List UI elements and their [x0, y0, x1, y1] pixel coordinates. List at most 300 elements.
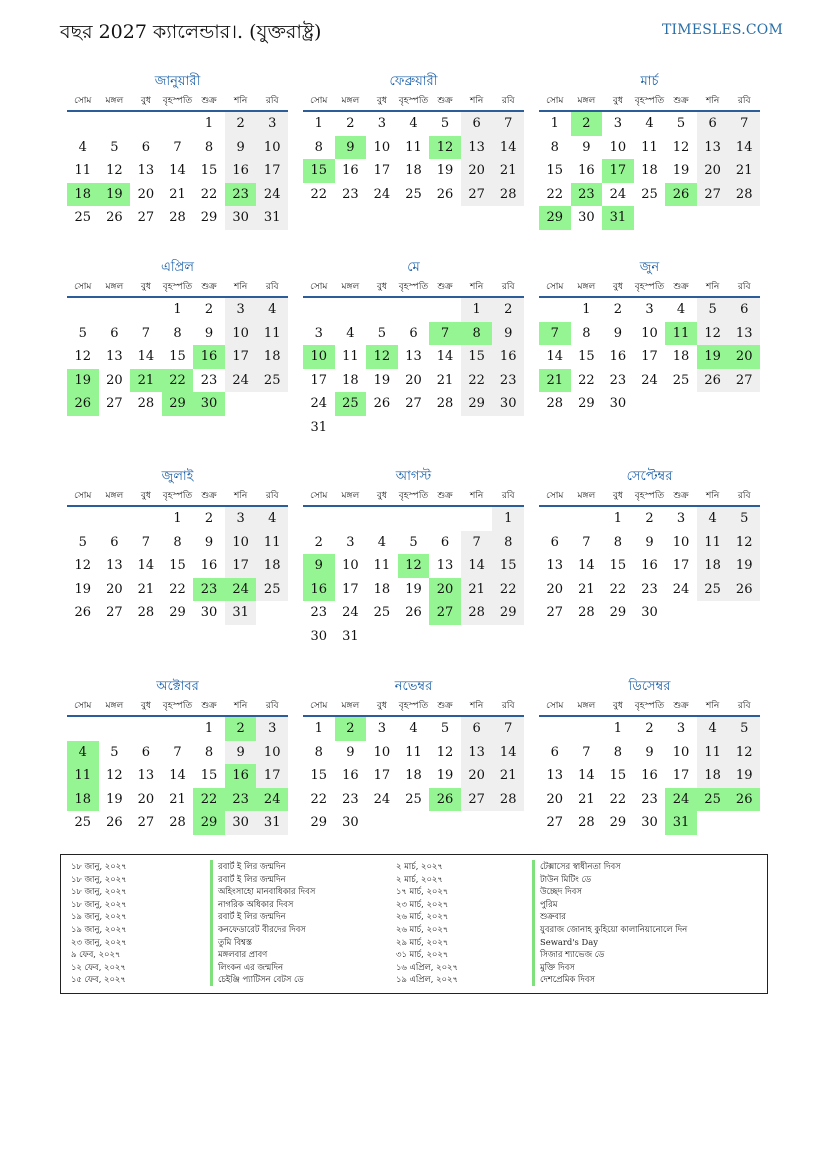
calendar-day[interactable]: 12 [728, 741, 760, 765]
calendar-day[interactable]: 21 [492, 764, 524, 788]
calendar-day[interactable]: 31 [256, 206, 288, 230]
calendar-day[interactable]: 7 [492, 717, 524, 741]
calendar-day[interactable]: 22 [578, 372, 595, 388]
calendar-day[interactable]: 12 [728, 531, 760, 555]
calendar-day[interactable]: 5 [409, 534, 418, 550]
calendar-day[interactable]: 2 [645, 511, 654, 526]
calendar-day[interactable]: 12 [106, 768, 123, 783]
calendar-day[interactable]: 13 [436, 558, 454, 573]
calendar-day[interactable]: 13 [106, 349, 123, 364]
calendar-day[interactable]: 2 [314, 534, 323, 550]
calendar-day[interactable]: 29 [492, 601, 524, 625]
calendar-day[interactable]: 17 [256, 159, 288, 183]
calendar-day[interactable]: 1 [204, 116, 214, 131]
calendar-day[interactable]: 26 [373, 396, 391, 411]
holiday-day[interactable]: 10 [303, 345, 335, 369]
calendar-day[interactable]: 19 [672, 163, 690, 178]
holiday-day[interactable]: 24 [665, 788, 697, 812]
holiday-day[interactable]: 30 [193, 392, 225, 416]
calendar-day[interactable]: 23 [342, 186, 359, 202]
calendar-day[interactable]: 6 [141, 744, 151, 760]
calendar-day[interactable]: 7 [582, 744, 591, 760]
holiday-day[interactable]: 15 [303, 159, 335, 183]
calendar-day[interactable]: 15 [461, 345, 493, 369]
calendar-day[interactable]: 16 [609, 349, 627, 364]
calendar-day[interactable]: 11 [697, 741, 729, 765]
calendar-day[interactable]: 20 [546, 581, 564, 597]
calendar-day[interactable]: 13 [106, 558, 123, 573]
calendar-day[interactable]: 15 [200, 768, 218, 783]
site-link[interactable]: TIMESLES.COM [662, 22, 783, 38]
calendar-day[interactable]: 22 [200, 186, 218, 202]
calendar-day[interactable]: 18 [405, 163, 422, 178]
calendar-day[interactable]: 30 [342, 815, 359, 830]
holiday-day[interactable]: 2 [571, 112, 603, 136]
holiday-day[interactable]: 23 [225, 788, 257, 812]
calendar-day[interactable]: 12 [697, 322, 729, 346]
holiday-day[interactable]: 29 [162, 392, 194, 416]
calendar-day[interactable]: 6 [409, 325, 418, 341]
calendar-day[interactable]: 27 [137, 210, 155, 225]
calendar-day[interactable]: 10 [342, 558, 359, 573]
calendar-day[interactable]: 4 [676, 302, 686, 317]
calendar-day[interactable]: 23 [641, 581, 658, 597]
calendar-day[interactable]: 7 [492, 112, 524, 136]
calendar-day[interactable]: 4 [78, 139, 87, 155]
calendar-day[interactable]: 18 [641, 163, 658, 178]
calendar-day[interactable]: 20 [137, 186, 155, 202]
calendar-day[interactable]: 17 [310, 372, 328, 388]
calendar-day[interactable]: 3 [225, 507, 257, 531]
holiday-day[interactable]: 12 [366, 345, 398, 369]
holiday-day[interactable]: 2 [225, 717, 257, 741]
calendar-day[interactable]: 5 [440, 721, 450, 736]
calendar-day[interactable]: 29 [461, 392, 493, 416]
calendar-day[interactable]: 22 [609, 581, 627, 597]
calendar-day[interactable]: 25 [373, 605, 391, 620]
calendar-day[interactable]: 19 [436, 768, 454, 783]
calendar-day[interactable]: 31 [225, 601, 257, 625]
calendar-day[interactable]: 6 [550, 744, 559, 760]
calendar-day[interactable]: 22 [310, 186, 328, 202]
calendar-day[interactable]: 20 [106, 581, 123, 597]
calendar-day[interactable]: 19 [405, 581, 422, 597]
calendar-day[interactable]: 18 [405, 768, 422, 783]
calendar-day[interactable]: 20 [106, 372, 123, 388]
calendar-day[interactable]: 18 [373, 581, 391, 597]
calendar-day[interactable]: 8 [550, 139, 559, 155]
calendar-day[interactable]: 28 [578, 605, 595, 620]
calendar-day[interactable]: 1 [550, 116, 559, 131]
calendar-day[interactable]: 8 [314, 139, 323, 155]
holiday-day[interactable]: 29 [539, 206, 571, 230]
calendar-day[interactable]: 19 [728, 554, 760, 578]
calendar-day[interactable]: 23 [641, 791, 658, 807]
calendar-day[interactable]: 20 [697, 159, 729, 183]
calendar-day[interactable]: 22 [169, 581, 186, 597]
holiday-day[interactable]: 7 [429, 322, 461, 346]
calendar-day[interactable]: 24 [672, 581, 690, 597]
calendar-day[interactable]: 3 [377, 116, 387, 131]
holiday-day[interactable]: 9 [303, 554, 335, 578]
calendar-day[interactable]: 10 [225, 531, 257, 555]
holiday-day[interactable]: 21 [539, 369, 571, 393]
calendar-day[interactable]: 16 [200, 558, 218, 573]
calendar-day[interactable]: 8 [204, 139, 214, 155]
calendar-day[interactable]: 10 [641, 325, 658, 341]
calendar-day[interactable]: 9 [346, 744, 355, 760]
calendar-day[interactable]: 27 [461, 183, 493, 207]
holiday-day[interactable]: 7 [539, 322, 571, 346]
calendar-day[interactable]: 14 [137, 349, 155, 364]
calendar-day[interactable]: 8 [173, 325, 182, 341]
calendar-day[interactable]: 11 [256, 531, 288, 555]
calendar-day[interactable]: 4 [645, 116, 654, 131]
holiday-day[interactable]: 19 [67, 369, 99, 393]
calendar-day[interactable]: 16 [342, 163, 359, 178]
calendar-day[interactable]: 14 [436, 349, 454, 364]
calendar-day[interactable]: 28 [728, 183, 760, 207]
calendar-day[interactable]: 21 [169, 186, 186, 202]
calendar-day[interactable]: 22 [310, 791, 328, 807]
calendar-day[interactable]: 19 [106, 791, 123, 807]
holiday-day[interactable]: 26 [728, 788, 760, 812]
calendar-day[interactable]: 25 [74, 815, 92, 830]
calendar-day[interactable]: 25 [256, 369, 288, 393]
calendar-day[interactable]: 16 [641, 558, 658, 573]
holiday-day[interactable]: 22 [162, 369, 194, 393]
calendar-day[interactable]: 15 [546, 163, 564, 178]
calendar-day[interactable]: 8 [613, 534, 623, 550]
calendar-day[interactable]: 27 [461, 788, 493, 812]
calendar-day[interactable]: 9 [204, 534, 214, 550]
calendar-day[interactable]: 4 [409, 116, 418, 131]
calendar-day[interactable]: 21 [436, 372, 454, 388]
holiday-day[interactable]: 17 [602, 159, 634, 183]
calendar-day[interactable]: 19 [74, 581, 92, 597]
calendar-day[interactable]: 4 [256, 298, 288, 322]
calendar-day[interactable]: 7 [582, 534, 591, 550]
calendar-day[interactable]: 14 [169, 163, 186, 178]
calendar-day[interactable]: 23 [492, 369, 524, 393]
calendar-day[interactable]: 12 [436, 744, 454, 760]
calendar-day[interactable]: 1 [173, 302, 182, 317]
calendar-day[interactable]: 24 [609, 186, 627, 202]
calendar-day[interactable]: 31 [342, 628, 359, 644]
calendar-day[interactable]: 26 [436, 186, 454, 202]
holiday-day[interactable]: 24 [256, 788, 288, 812]
calendar-day[interactable]: 17 [373, 163, 391, 178]
calendar-day[interactable]: 1 [461, 298, 493, 322]
calendar-day[interactable]: 28 [169, 815, 186, 830]
calendar-day[interactable]: 15 [609, 558, 627, 573]
calendar-day[interactable]: 9 [645, 534, 654, 550]
calendar-day[interactable]: 25 [256, 578, 288, 602]
calendar-day[interactable]: 30 [641, 605, 658, 620]
calendar-day[interactable]: 19 [436, 163, 454, 178]
calendar-day[interactable]: 2 [613, 302, 623, 317]
calendar-day[interactable]: 8 [204, 744, 214, 760]
calendar-day[interactable]: 28 [436, 396, 454, 411]
holiday-day[interactable]: 31 [665, 811, 697, 835]
calendar-day[interactable]: 2 [346, 116, 355, 131]
calendar-day[interactable]: 5 [110, 139, 119, 155]
calendar-day[interactable]: 7 [728, 112, 760, 136]
calendar-day[interactable]: 11 [641, 139, 658, 155]
calendar-day[interactable]: 6 [728, 298, 760, 322]
calendar-day[interactable]: 10 [256, 741, 288, 765]
calendar-day[interactable]: 14 [492, 741, 524, 765]
calendar-day[interactable]: 27 [546, 605, 564, 620]
calendar-day[interactable]: 14 [578, 558, 595, 573]
calendar-day[interactable]: 3 [314, 325, 323, 341]
calendar-day[interactable]: 9 [613, 325, 623, 341]
calendar-day[interactable]: 21 [492, 159, 524, 183]
calendar-day[interactable]: 25 [74, 210, 92, 225]
calendar-day[interactable]: 3 [676, 511, 686, 526]
calendar-day[interactable]: 30 [225, 206, 257, 230]
calendar-day[interactable]: 11 [74, 163, 92, 178]
calendar-day[interactable]: 13 [546, 558, 564, 573]
calendar-day[interactable]: 17 [256, 764, 288, 788]
calendar-day[interactable]: 26 [697, 369, 729, 393]
calendar-day[interactable]: 14 [492, 136, 524, 160]
calendar-day[interactable]: 4 [697, 507, 729, 531]
calendar-day[interactable]: 15 [492, 554, 524, 578]
calendar-day[interactable]: 24 [641, 372, 658, 388]
calendar-day[interactable]: 21 [169, 791, 186, 807]
holiday-day[interactable]: 22 [193, 788, 225, 812]
holiday-day[interactable]: 19 [99, 183, 131, 207]
calendar-day[interactable]: 27 [106, 396, 123, 411]
calendar-day[interactable]: 2 [492, 298, 524, 322]
calendar-day[interactable]: 17 [225, 554, 257, 578]
calendar-day[interactable]: 29 [169, 605, 186, 620]
calendar-day[interactable]: 29 [609, 815, 627, 830]
calendar-day[interactable]: 16 [225, 159, 257, 183]
holiday-day[interactable]: 16 [225, 764, 257, 788]
calendar-day[interactable]: 9 [204, 325, 214, 341]
holiday-day[interactable]: 26 [67, 392, 99, 416]
calendar-day[interactable]: 24 [225, 369, 257, 393]
calendar-day[interactable]: 21 [578, 581, 595, 597]
calendar-day[interactable]: 6 [550, 534, 559, 550]
holiday-day[interactable]: 4 [67, 741, 99, 765]
calendar-day[interactable]: 23 [310, 605, 328, 620]
calendar-day[interactable]: 6 [461, 112, 493, 136]
calendar-day[interactable]: 27 [137, 815, 155, 830]
holiday-day[interactable]: 20 [728, 345, 760, 369]
calendar-day[interactable]: 13 [405, 349, 422, 364]
calendar-day[interactable]: 14 [169, 768, 186, 783]
holiday-day[interactable]: 16 [193, 345, 225, 369]
calendar-day[interactable]: 5 [377, 325, 387, 341]
calendar-day[interactable]: 27 [546, 815, 564, 830]
calendar-day[interactable]: 5 [728, 507, 760, 531]
calendar-day[interactable]: 14 [728, 136, 760, 160]
calendar-day[interactable]: 2 [225, 112, 257, 136]
calendar-day[interactable]: 21 [137, 581, 155, 597]
calendar-day[interactable]: 3 [346, 534, 355, 550]
calendar-day[interactable]: 9 [225, 136, 257, 160]
calendar-day[interactable]: 4 [697, 717, 729, 741]
calendar-day[interactable]: 28 [578, 815, 595, 830]
calendar-day[interactable]: 15 [200, 163, 218, 178]
calendar-day[interactable]: 21 [578, 791, 595, 807]
calendar-day[interactable]: 18 [697, 764, 729, 788]
calendar-day[interactable]: 23 [200, 372, 218, 388]
calendar-day[interactable]: 6 [141, 139, 151, 155]
calendar-day[interactable]: 3 [225, 298, 257, 322]
calendar-day[interactable]: 28 [137, 605, 155, 620]
holiday-day[interactable]: 20 [429, 578, 461, 602]
calendar-day[interactable]: 2 [204, 511, 214, 526]
calendar-day[interactable]: 5 [78, 534, 87, 550]
calendar-day[interactable]: 11 [256, 322, 288, 346]
calendar-day[interactable]: 13 [137, 163, 155, 178]
calendar-day[interactable]: 16 [641, 768, 658, 783]
calendar-day[interactable]: 17 [641, 349, 658, 364]
calendar-day[interactable]: 12 [106, 163, 123, 178]
calendar-day[interactable]: 5 [110, 744, 119, 760]
calendar-day[interactable]: 30 [225, 811, 257, 835]
calendar-day[interactable]: 26 [74, 605, 92, 620]
calendar-day[interactable]: 28 [169, 210, 186, 225]
holiday-day[interactable]: 23 [225, 183, 257, 207]
calendar-day[interactable]: 29 [310, 815, 328, 830]
calendar-day[interactable]: 13 [461, 741, 493, 765]
calendar-day[interactable]: 27 [728, 369, 760, 393]
calendar-day[interactable]: 20 [461, 159, 493, 183]
calendar-day[interactable]: 31 [310, 419, 328, 435]
calendar-day[interactable]: 27 [106, 605, 123, 620]
calendar-day[interactable]: 30 [641, 815, 658, 830]
calendar-day[interactable]: 10 [256, 136, 288, 160]
calendar-day[interactable]: 27 [405, 396, 422, 411]
holiday-day[interactable]: 23 [571, 183, 603, 207]
holiday-day[interactable]: 18 [67, 788, 99, 812]
calendar-day[interactable]: 11 [697, 531, 729, 555]
calendar-day[interactable]: 4 [377, 534, 387, 550]
calendar-day[interactable]: 16 [578, 163, 595, 178]
calendar-day[interactable]: 17 [672, 768, 690, 783]
calendar-day[interactable]: 13 [728, 322, 760, 346]
holiday-day[interactable]: 9 [335, 136, 367, 160]
calendar-day[interactable]: 13 [697, 136, 729, 160]
calendar-day[interactable]: 29 [578, 396, 595, 411]
calendar-day[interactable]: 15 [169, 349, 186, 364]
calendar-day[interactable]: 1 [173, 511, 182, 526]
calendar-day[interactable]: 16 [492, 345, 524, 369]
calendar-day[interactable]: 12 [74, 349, 92, 364]
calendar-day[interactable]: 10 [672, 534, 690, 550]
calendar-day[interactable]: 18 [256, 345, 288, 369]
calendar-day[interactable]: 17 [373, 768, 391, 783]
calendar-day[interactable]: 20 [546, 791, 564, 807]
calendar-day[interactable]: 25 [697, 578, 729, 602]
calendar-day[interactable]: 23 [609, 372, 627, 388]
calendar-day[interactable]: 14 [546, 349, 564, 364]
calendar-day[interactable]: 8 [173, 534, 182, 550]
holiday-day[interactable]: 2 [335, 717, 367, 741]
calendar-day[interactable]: 20 [405, 372, 422, 388]
calendar-day[interactable]: 12 [672, 139, 690, 155]
calendar-day[interactable]: 28 [137, 396, 155, 411]
calendar-day[interactable]: 13 [546, 768, 564, 783]
calendar-day[interactable]: 25 [405, 791, 422, 807]
calendar-day[interactable]: 10 [672, 744, 690, 760]
holiday-day[interactable]: 16 [303, 578, 335, 602]
calendar-day[interactable]: 6 [440, 534, 450, 550]
calendar-day[interactable]: 14 [137, 558, 155, 573]
holiday-day[interactable]: 19 [697, 345, 729, 369]
calendar-day[interactable]: 15 [310, 768, 328, 783]
holiday-day[interactable]: 24 [225, 578, 257, 602]
calendar-day[interactable]: 25 [672, 372, 690, 388]
calendar-day[interactable]: 7 [173, 139, 182, 155]
holiday-day[interactable]: 11 [665, 322, 697, 346]
calendar-day[interactable]: 24 [256, 183, 288, 207]
calendar-day[interactable]: 26 [728, 578, 760, 602]
holiday-day[interactable]: 26 [665, 183, 697, 207]
holiday-day[interactable]: 23 [193, 578, 225, 602]
holiday-day[interactable]: 8 [461, 322, 493, 346]
calendar-day[interactable]: 3 [256, 717, 288, 741]
calendar-day[interactable]: 9 [492, 322, 524, 346]
calendar-day[interactable]: 5 [728, 717, 760, 741]
calendar-day[interactable]: 15 [609, 768, 627, 783]
calendar-day[interactable]: 28 [546, 396, 564, 411]
calendar-day[interactable]: 21 [728, 159, 760, 183]
calendar-day[interactable]: 8 [582, 325, 591, 341]
calendar-day[interactable]: 18 [672, 349, 690, 364]
calendar-day[interactable]: 15 [578, 349, 595, 364]
calendar-day[interactable]: 3 [645, 302, 654, 317]
calendar-day[interactable]: 17 [225, 345, 257, 369]
calendar-day[interactable]: 26 [106, 815, 123, 830]
calendar-day[interactable]: 9 [645, 744, 654, 760]
calendar-day[interactable]: 23 [342, 791, 359, 807]
calendar-day[interactable]: 16 [342, 768, 359, 783]
calendar-day[interactable]: 1 [314, 721, 323, 736]
calendar-day[interactable]: 19 [373, 372, 391, 388]
calendar-day[interactable]: 30 [492, 392, 524, 416]
calendar-day[interactable]: 22 [492, 578, 524, 602]
calendar-day[interactable]: 2 [204, 302, 214, 317]
calendar-day[interactable]: 8 [314, 744, 323, 760]
calendar-day[interactable]: 18 [256, 554, 288, 578]
calendar-day[interactable]: 28 [461, 601, 493, 625]
calendar-day[interactable]: 28 [492, 183, 524, 207]
calendar-day[interactable]: 30 [310, 628, 328, 644]
holiday-day[interactable]: 25 [335, 392, 367, 416]
calendar-day[interactable]: 30 [578, 210, 595, 225]
calendar-day[interactable]: 11 [405, 744, 422, 760]
calendar-day[interactable]: 7 [141, 325, 151, 341]
calendar-day[interactable]: 24 [373, 791, 391, 807]
calendar-day[interactable]: 14 [578, 768, 595, 783]
calendar-day[interactable]: 18 [697, 554, 729, 578]
calendar-day[interactable]: 11 [405, 139, 422, 155]
calendar-day[interactable]: 24 [342, 605, 359, 620]
calendar-day[interactable]: 25 [641, 186, 658, 202]
calendar-day[interactable]: 3 [613, 116, 623, 131]
calendar-day[interactable]: 30 [200, 605, 218, 620]
calendar-day[interactable]: 22 [609, 791, 627, 807]
calendar-day[interactable]: 8 [492, 531, 524, 555]
calendar-day[interactable]: 24 [373, 186, 391, 202]
holiday-day[interactable]: 12 [398, 554, 430, 578]
